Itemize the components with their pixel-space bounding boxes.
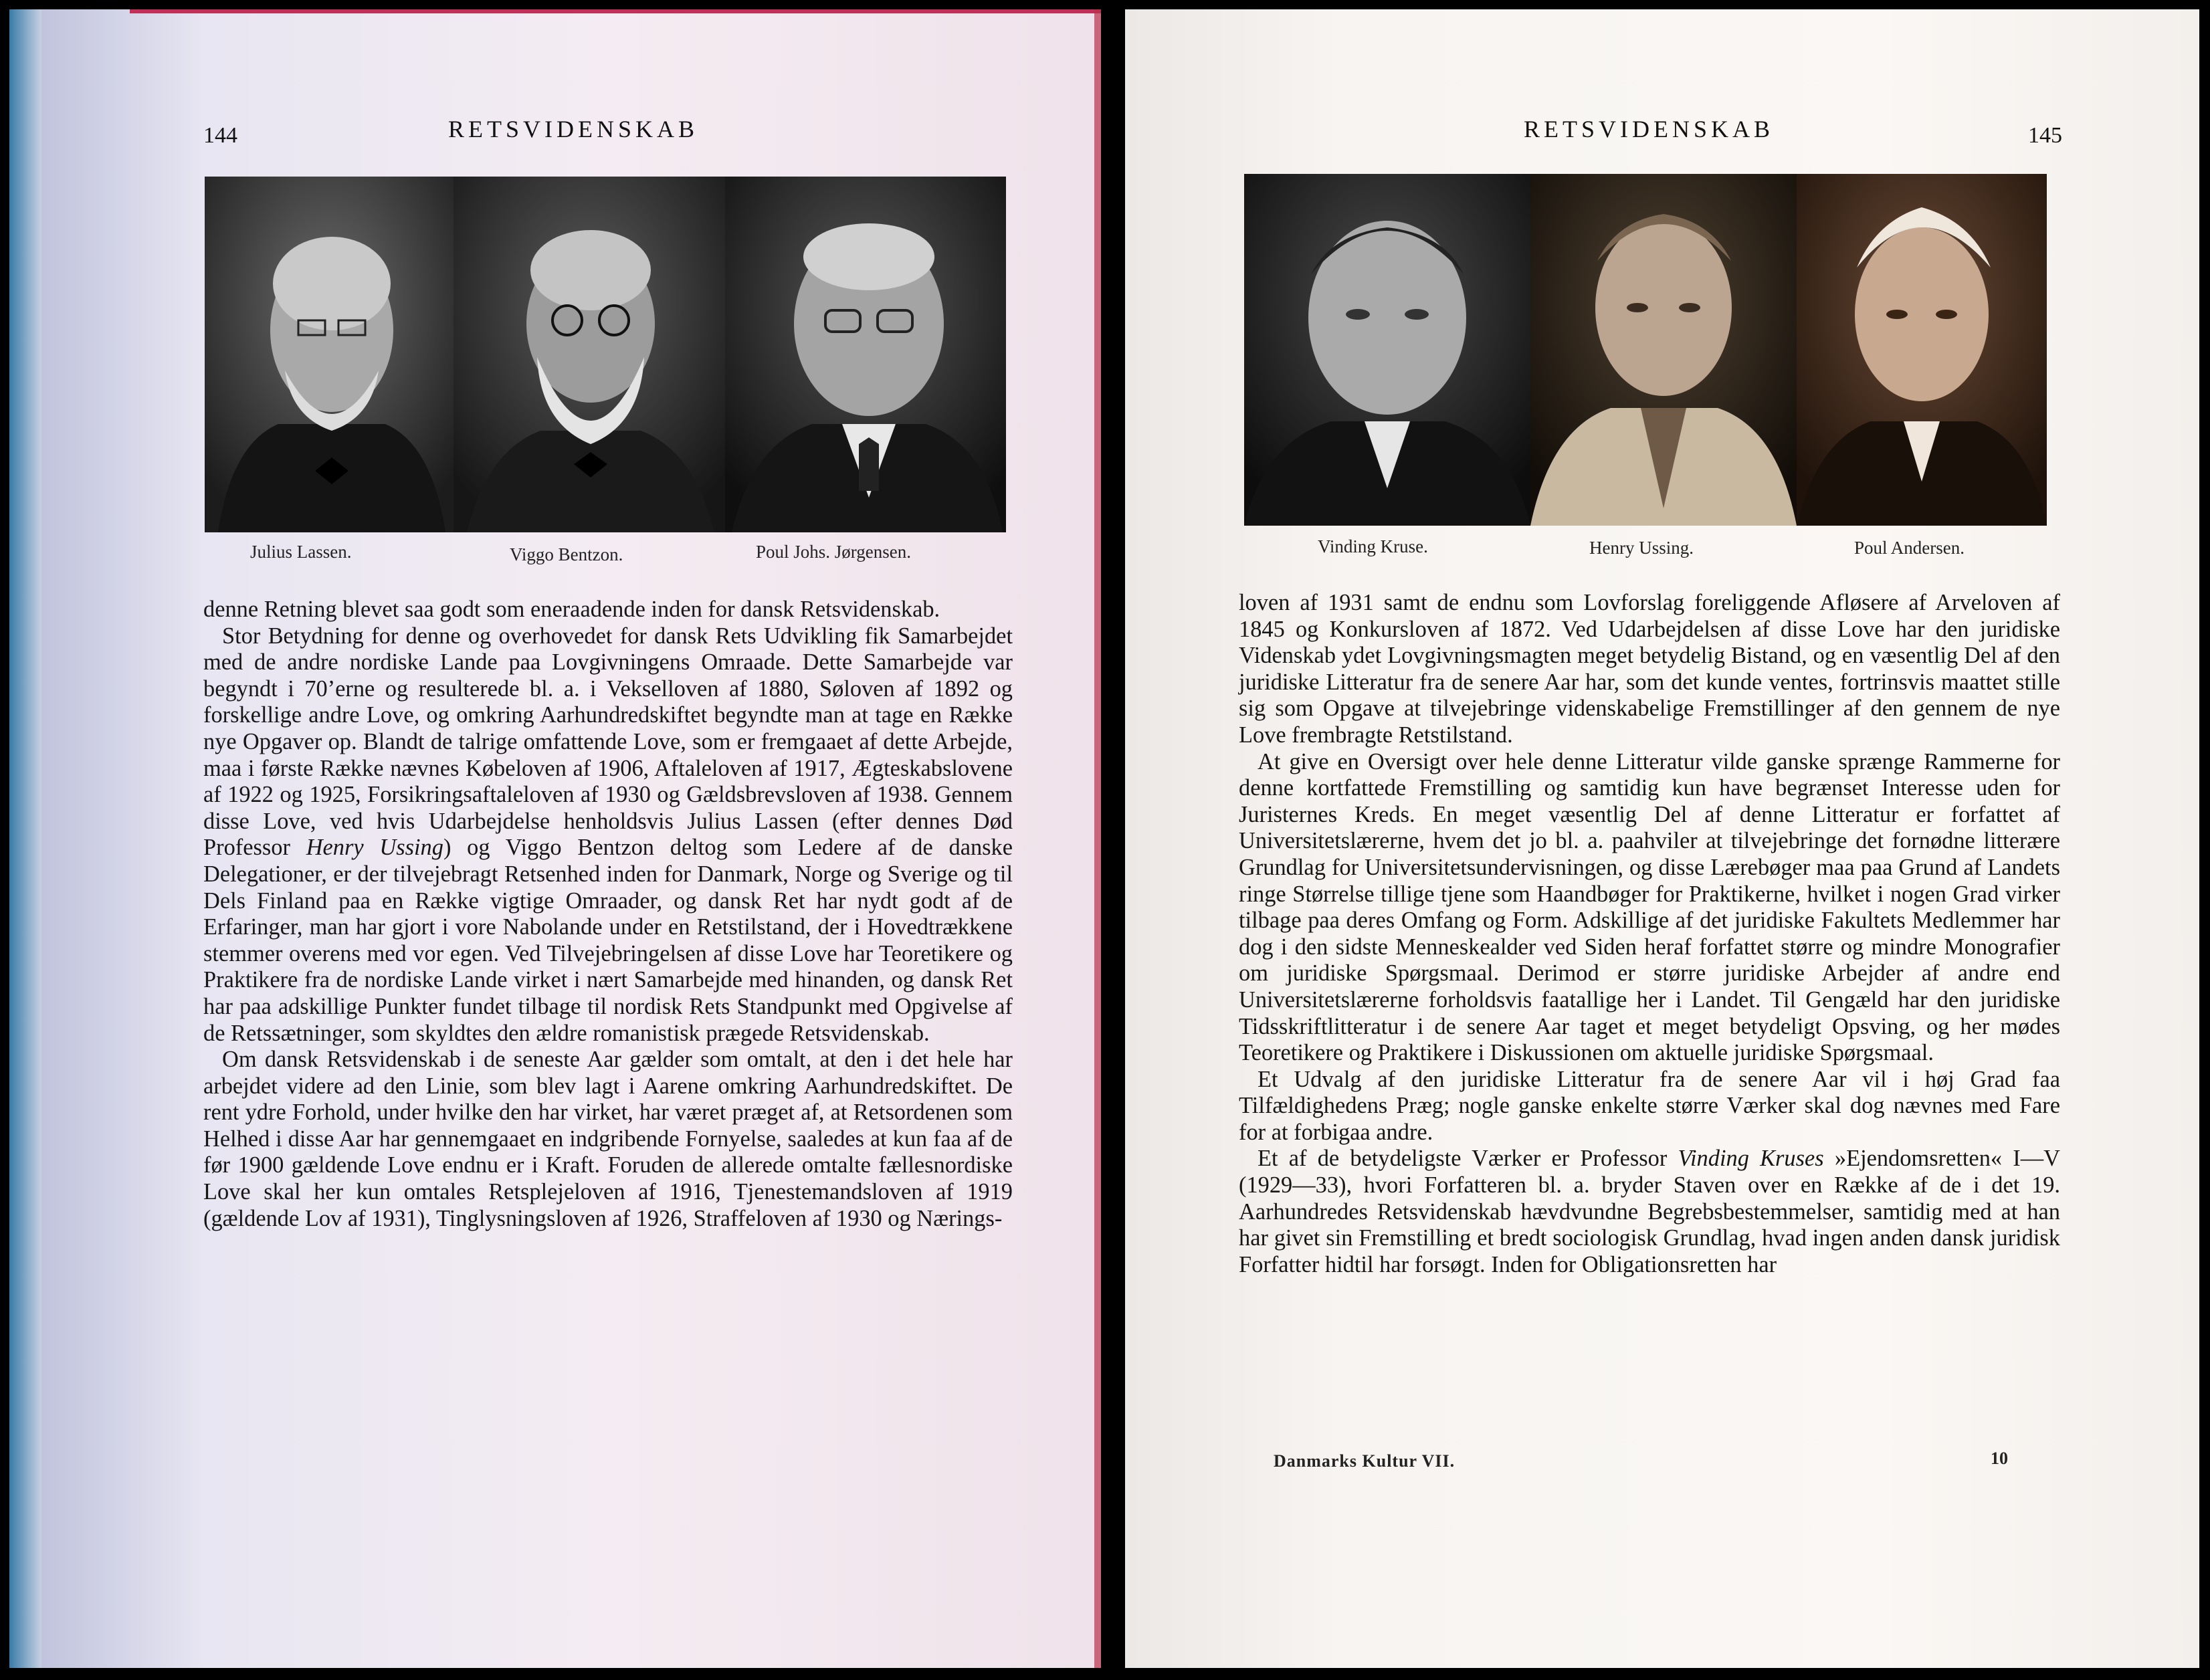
running-head: RETSVIDENSKAB [1524, 116, 1775, 142]
portrait-poul-andersen [1797, 174, 2047, 526]
portrait-strip [205, 177, 1006, 532]
italic-name: Henry Ussing [306, 835, 443, 861]
caption-vinding-kruse: Vinding Kruse. [1318, 536, 1428, 556]
portrait-vinding-kruse [1244, 174, 1530, 526]
gutter-shadow [1094, 9, 1101, 1668]
portrait-strip [1244, 174, 2047, 526]
paragraph: Om dansk Retsvidenskab i de seneste Aar gælder som omtalt, at den i det hele har arbejdet videre ad den Linie, som blev lagt i Aarene omkring Aarhundredskiftet. De rent ydre Forhold, under hvilke den har virket, har været præget af, at Retsordenen som Helhed i disse Aar har gennemgaaet en indgribende Fornyelse, saaledes at kun faa af de før 1900 gældende Love endnu er i Kraft. Foruden de allerede omtalte fællesnordiske Love skal her kun omtales Retsplejeloven af 1916, Tjenestemandsloven af 1919 (gældende Lov af 1931), Tinglysningsloven af 1926, Straffeloven af 1930 og Nærings- [203, 1047, 1013, 1231]
portrait-henry-ussing [1530, 174, 1797, 526]
page-edge-red [130, 9, 1101, 13]
caption-poul-johs-jorgensen: Poul Johs. Jørgensen. [756, 542, 912, 562]
paragraph: At give en Oversigt over hele denne Litteratur vilde ganske sprænge Rammerne for denne kortfattede Fremstilling og samtidig kun have begrænset Interesse uden for Juristernes Kreds. En meget væsentlig Del af denne Litteratur er forfattet af Universitetslærerne, hvem det jo bl. a. paahviler at tilvejebringe det fornødne litterære Grundlag for Universitetsundervisningen, og disse Lærebøger maa paa Grund af Landets ringe Størrelse tillige tjene som Haandbøger for Praktikerne, hvilket i nogen Grad virker tilbage paa deres Omfang og Form. Adskillige af det juridiske Fakultets Medlemmer har dog i den sidste Menneskealder ved Siden heraf forfattet større og mindre Monografier om juridiske Spørgsmaal. Derimod er større juridiske Arbejder af andre end Universitetslærerne forholdsvis faatallige her i Landet. Til Gengæld har den juridiske Tidsskriftlitteratur i de senere Aar taget et meget betydeligt Opsving, og her mødes Teoretikere og Praktikere i Diskussionen om aktuelle juridiske Spørgsmaal. [1239, 748, 2060, 1066]
right-page [1125, 9, 2199, 1668]
caption-julius-lassen: Julius Lassen. [250, 542, 352, 562]
left-page [9, 9, 1101, 1668]
footer-signature: 10 [1991, 1449, 2008, 1468]
page-number: 145 [2028, 123, 2062, 148]
paragraph: loven af 1931 samt de endnu som Lovforslag foreliggende Afløsere af Arveloven af 1845 og Konkursloven af 1872. Ved Udarbejdelsen af disse Love har den juridiske Videnskab ydet Lovgivningsmagten meget betydelig Bistand, og en væsentlig Del af den juridiske Litteratur fra de senere Aar har, som det kunde ventes, fortrinsvis maattet stille sig som Opgave at tilvejebringe videnskabelige Fremstillinger af den gennem de nye Love frembragte Retstilstand. [1239, 590, 2060, 748]
page-number: 144 [203, 123, 237, 148]
caption-henry-ussing: Henry Ussing. [1589, 538, 1694, 558]
footer-title: Danmarks Kultur VII. [1274, 1451, 1455, 1471]
italic-name: Vinding Kruses [1678, 1146, 1824, 1172]
paragraph: Stor Betydning for denne og overhovedet for dansk Rets Udvikling fik Samarbejdet med de andre nordiske Lande paa Lovgivningens Omraade. Dette Samarbejde var begyndt i 70’erne og resulterede bl. a. i Vekselloven af 1880, Søloven af 1892 og forskellige andre Love, og omkring Aarhundredskiftet begyndte man at tage en Række nye Opgaver op. Blandt de talrige omfattende Love, som er fremgaaet af dette Arbejde, maa i første Række nævnes Købeloven af 1906, Aftaleloven af 1917, Ægteskabslovene af 1922 og 1925, Forsikringsaftaleloven af 1930 og Gældsbrevsloven af 1938. Gennem disse Love, ved hvis Udarbejdelse henholdsvis Julius Lassen (efter dennes Død Professor Henry Ussing) og Viggo Bentzon deltog som Ledere af de danske Delegationer, er der tilvejebragt Retsenhed inden for Danmark, Norge og Sverige og til Dels Finland paa en Række vigtige Omraader, og dansk Ret har nydt godt af de Erfaringer, man har gjort i vore Nabolande under en Retstilstand, der i Hovedtrækkene stemmer overens med vor egen. Ved Tilvejebringelsen af disse Love har Teoretikere og Praktikere fra de nordiske Lande virket i nært Samarbejde med hinanden, og dansk Ret har paa adskillige Punkter fundet tilbage til nordisk Rets Standpunkt med Opgivelse af de Retssætninger, som skyldtes den ældre romanistisk prægede Retsvidenskab. [203, 623, 1013, 1046]
left-body-text [203, 597, 1013, 1232]
book-spine [9, 9, 41, 1668]
caption-poul-andersen: Poul Andersen. [1854, 538, 1965, 558]
portrait-poul-johs-jorgensen [725, 177, 1006, 532]
portrait-viggo-bentzon [454, 177, 725, 532]
paragraph: Et Udvalg af den juridiske Litteratur fra de senere Aar vil i høj Grad faa Tilfældighedens Præg; nogle ganske enkelte større Værker skal dog nævnes med Fare for at forbigaa andre. [1239, 1066, 2060, 1145]
portrait-julius-lassen [205, 177, 454, 532]
caption-viggo-bentzon: Viggo Bentzon. [510, 544, 623, 564]
paragraph: Et af de betydeligste Værker er Professor Vinding Kruses »Ejendomsretten« I—V (1929—33), hvori Forfatteren bl. a. bryder Staven over en Række af de i det 19. Aarhundredes Retsvidenskab hævdvundne Begrebsbestemmelser, samtidig med at han har givet sin Fremstilling et bredt sociologisk Grundlag, hvad ingen anden dansk juridisk Forfatter hidtil har forsøgt. Inden for Obligationsretten har [1239, 1146, 2060, 1277]
paragraph: denne Retning blevet saa godt som eneraadende inden for dansk Retsvidenskab. [203, 597, 940, 622]
running-head: RETSVIDENSKAB [448, 116, 699, 142]
right-body-text [1239, 590, 2060, 1278]
